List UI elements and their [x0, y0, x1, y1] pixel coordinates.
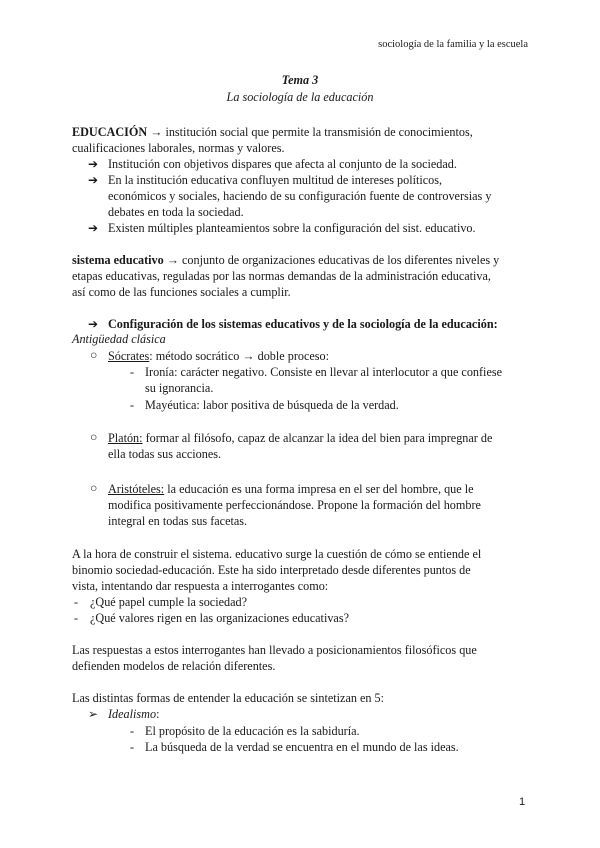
sistema-term: sistema educativo [72, 253, 164, 267]
page-number: 1 [519, 796, 526, 808]
aristoteles-line2: modifica positivamente perfeccionándose. Propone la formación del hombre [108, 498, 481, 512]
idealismo-sub-2: La búsqueda de la verdad se encuentra en el mundo de las ideas. [145, 740, 459, 754]
sistema-line3: así como de las funciones sociales a cumplir. [72, 285, 291, 299]
question-1: ¿Qué papel cumple la sociedad? [90, 595, 248, 609]
dash-bullet-icon: - [130, 398, 135, 412]
dash-bullet-icon: - [74, 595, 79, 609]
arrow-bullet-icon: ➔ [88, 173, 99, 187]
educacion-term: EDUCACIÓN [72, 125, 148, 139]
platon-item [108, 431, 492, 446]
dash-bullet-icon: - [130, 365, 135, 379]
educacion-def-line2: cualificaciones laborales, normas y valores. [72, 141, 285, 155]
educacion-def-line1: institución social que permite la transmisión de conocimientos, [162, 125, 473, 139]
idealismo-item [108, 707, 159, 722]
platon-line1: formar al filósofo, capaz de alcanzar la idea del bien para impregnar de [142, 431, 493, 445]
sistema-line1: conjunto de organizaciones educativas de los diferentes niveles y [178, 253, 500, 267]
circle-bullet-icon: ○ [90, 348, 98, 362]
running-header: sociología de la familia y la escuela [378, 39, 528, 50]
right-arrow-icon: → [150, 125, 163, 139]
sistema-definition [72, 253, 499, 268]
dash-bullet-icon: - [130, 740, 135, 754]
arrowhead-bullet-icon: ➢ [88, 707, 99, 721]
page-subtitle: La sociología de la educación [226, 90, 374, 104]
socrates-item [108, 349, 329, 364]
socrates-desc: : método socrático → doble proceso: [149, 349, 330, 363]
idealismo-label: Idealismo [108, 707, 157, 721]
construir-line3: vista, intentando dar respuesta a interrogantes como: [72, 579, 329, 593]
circle-bullet-icon: ○ [90, 430, 98, 444]
dash-bullet-icon: - [74, 611, 79, 625]
educacion-bullet-1: Institución con objetivos dispares que afecta al conjunto de la sociedad. [108, 157, 457, 171]
aristoteles-line3: integral en todas sus facetas. [108, 514, 248, 528]
page-title: Tema 3 [281, 73, 319, 87]
arrow-bullet-icon: ➔ [88, 317, 99, 331]
arrow-bullet-icon: ➔ [88, 221, 99, 235]
educacion-definition [72, 125, 473, 140]
formas-intro: Las distintas formas de entender la educación se sintetizan en 5: [72, 691, 385, 705]
educacion-bullet-2-line2: económicos y sociales, haciendo de su configuración fuente de controversias y [108, 189, 492, 203]
aristoteles-name: Aristóteles: [108, 482, 165, 496]
respuestas-line2: defienden modelos de relación diferentes. [72, 659, 276, 673]
period-label: Antigüedad clásica [72, 332, 166, 346]
socrates-name: Sócrates [108, 349, 150, 363]
configuracion-heading: Configuración de los sistemas educativos y de la sociología de la educación: [108, 317, 498, 331]
sistema-line2: etapas educativas, reguladas por las normas demandas de la administración educativa, [72, 269, 491, 283]
construir-line1: A la hora de construir el sistema. educativo surge la cuestión de cómo se entiende el [72, 547, 482, 561]
educacion-bullet-2-line3: debates en toda la sociedad. [108, 205, 244, 219]
aristoteles-item [108, 482, 474, 497]
mayeutica-line: Mayéutica: labor positiva de búsqueda de la verdad. [145, 398, 399, 412]
educacion-bullet-2-line1: En la institución educativa confluyen multitud de intereses políticos, [108, 173, 443, 187]
platon-name: Platón: [108, 431, 143, 445]
idealismo-colon: : [156, 707, 160, 721]
arrow-bullet-icon: ➔ [88, 157, 99, 171]
respuestas-line1: Las respuestas a estos interrogantes han llevado a posicionamientos filosóficos que [72, 643, 477, 657]
question-2: ¿Qué valores rigen en las organizaciones educativas? [90, 611, 349, 625]
dash-bullet-icon: - [130, 724, 135, 738]
ironia-line1: Ironía: carácter negativo. Consiste en llevar al interlocutor a que confiese [145, 365, 503, 379]
aristoteles-line1: la educación es una forma impresa en el ser del hombre, que le [164, 482, 474, 496]
idealismo-sub-1: El propósito de la educación es la sabiduría. [145, 724, 360, 738]
ironia-line2: su ignorancia. [145, 381, 214, 395]
circle-bullet-icon: ○ [90, 481, 98, 495]
platon-line2: ella todas sus acciones. [108, 447, 222, 461]
right-arrow-icon: → [166, 253, 179, 267]
construir-line2: binomio sociedad-educación. Este ha sido interpretado desde diferentes puntos de [72, 563, 471, 577]
educacion-bullet-3: Existen múltiples planteamientos sobre la configuración del sist. educativo. [108, 221, 476, 235]
